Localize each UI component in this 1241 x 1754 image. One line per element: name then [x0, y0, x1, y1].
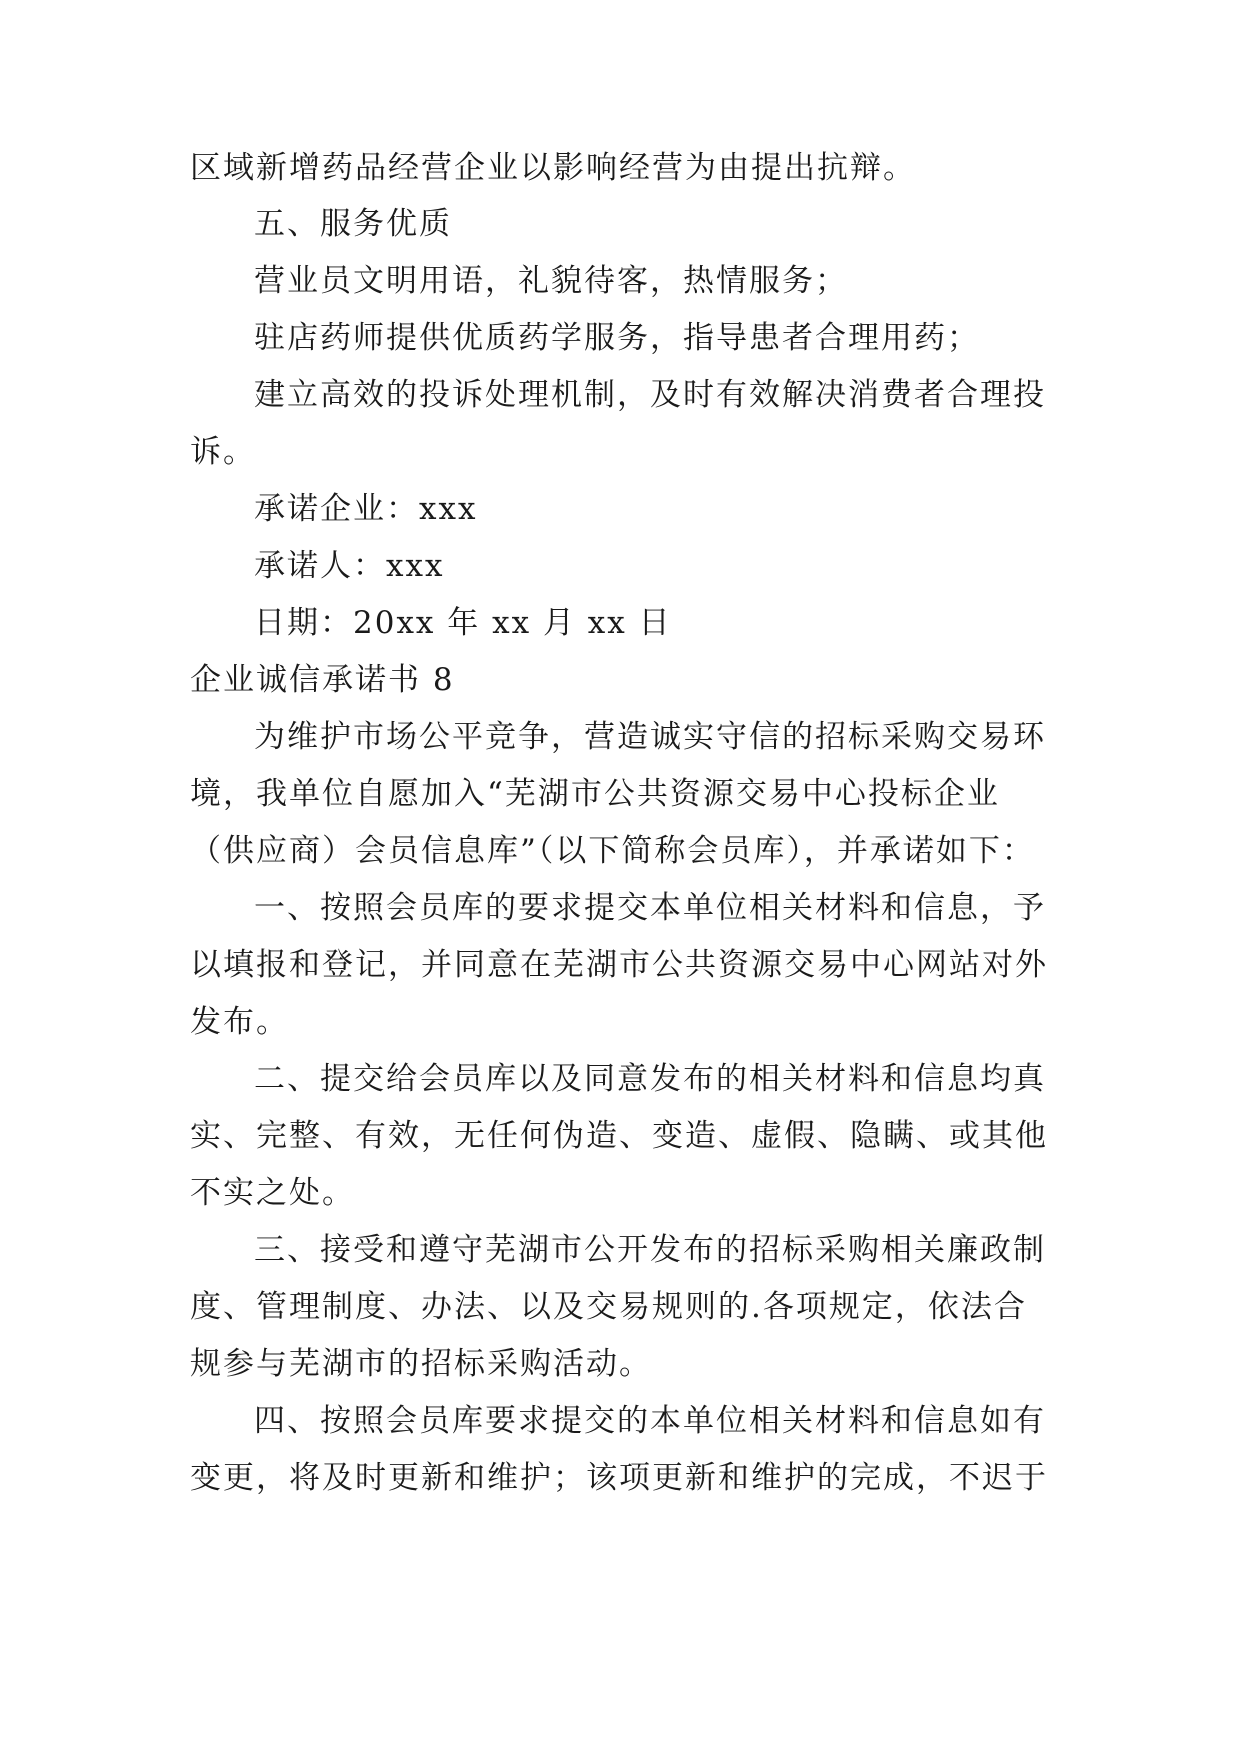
- section-heading: 五、服务优质: [254, 206, 452, 242]
- text-line: 变更，将及时更新和维护；该项更新和维护的完成，不迟于: [190, 1460, 1048, 1496]
- text-line: 驻店药师提供优质药学服务，指导患者合理用药；: [254, 320, 980, 356]
- text-line: 营业员文明用语，礼貌待客，热情服务；: [254, 263, 848, 299]
- text-line: 度、管理制度、办法、以及交易规则的.各项规定，依法合: [190, 1289, 1027, 1325]
- signature-date: 日期：20xx 年 xx 月 xx 日: [254, 605, 672, 641]
- text-line: 区域新增药品经营企业以影响经营为由提出抗辩。: [190, 150, 916, 186]
- text-line: 规参与芜湖市的招标采购活动。: [190, 1346, 652, 1382]
- text-line: 二、提交给会员库以及同意发布的相关材料和信息均真: [254, 1061, 1046, 1097]
- text-line: 境，我单位自愿加入“芜湖市公共资源交易中心投标企业: [190, 776, 1000, 812]
- text-line: 建立高效的投诉处理机制，及时有效解决消费者合理投: [254, 377, 1046, 413]
- text-line: 发布。: [190, 1004, 289, 1040]
- text-line: 四、按照会员库要求提交的本单位相关材料和信息如有: [254, 1403, 1046, 1439]
- text-line: 一、按照会员库的要求提交本单位相关材料和信息，予: [254, 890, 1046, 926]
- text-line: 不实之处。: [190, 1175, 355, 1211]
- text-line: 三、接受和遵守芜湖市公开发布的招标采购相关廉政制: [254, 1232, 1046, 1268]
- text-line: 以填报和登记，并同意在芜湖市公共资源交易中心网站对外: [190, 947, 1048, 983]
- text-line: 实、完整、有效，无任何伪造、变造、虚假、隐瞒、或其他: [190, 1118, 1048, 1154]
- text-line: （供应商）会员信息库”（以下简称会员库），并承诺如下：: [190, 833, 1035, 869]
- signature-company: 承诺企业：xxx: [254, 491, 478, 527]
- text-line: 诉。: [190, 434, 256, 470]
- document-title: 企业诚信承诺书 8: [190, 662, 455, 698]
- signature-person: 承诺人：xxx: [254, 548, 445, 584]
- text-line: 为维护市场公平竞争，营造诚实守信的招标采购交易环: [254, 719, 1046, 755]
